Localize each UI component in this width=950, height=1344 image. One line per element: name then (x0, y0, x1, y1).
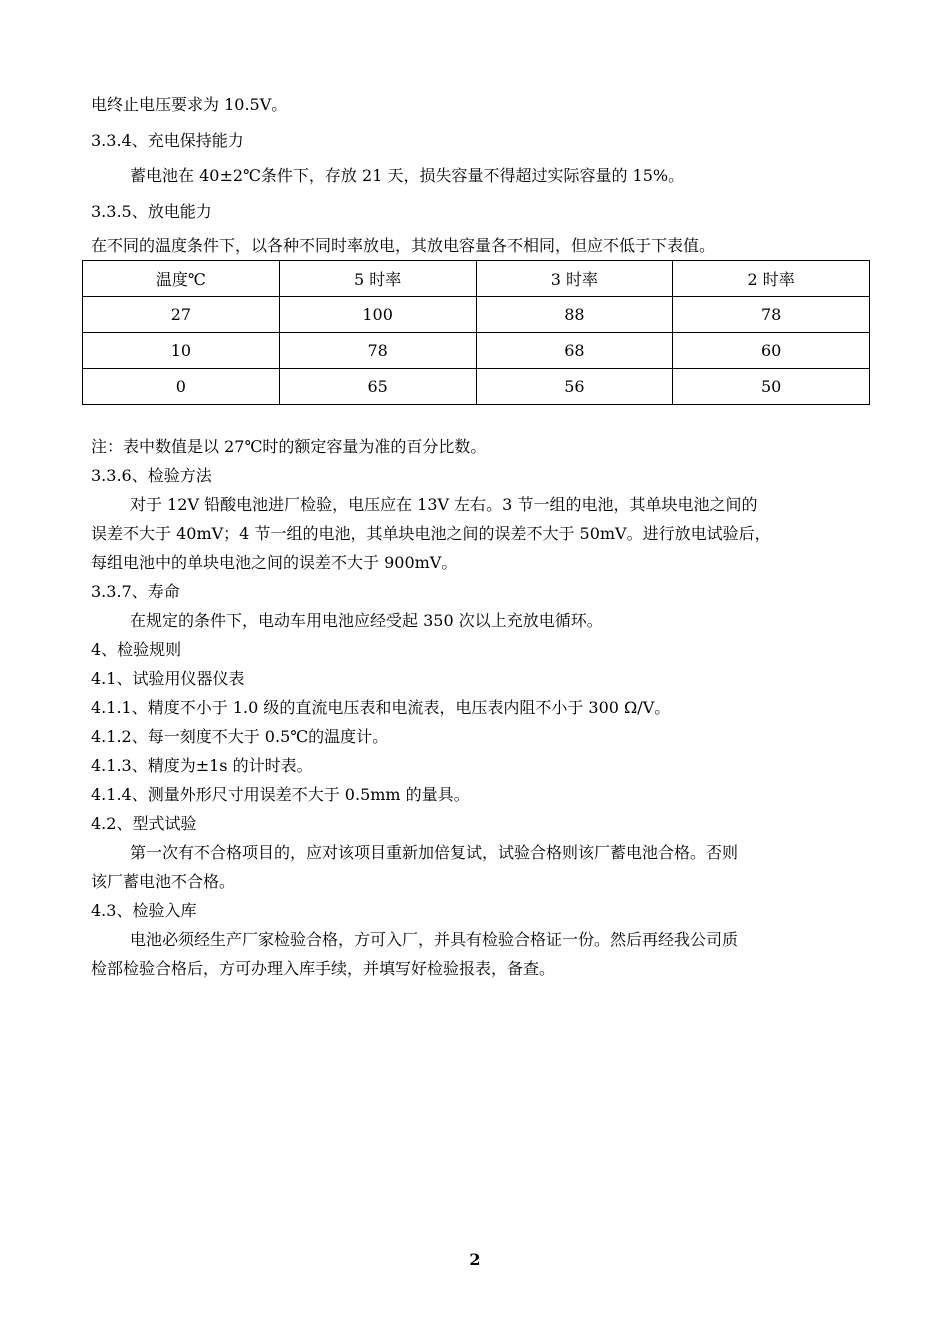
table-row (83, 333, 870, 369)
table-cell: 65 (279, 369, 476, 405)
section-heading-4-1: 4.1、试验用仪器仪表 (91, 669, 245, 688)
table-cell: 78 (673, 297, 870, 333)
section-heading-3-3-7: 3.3.7、寿命 (91, 582, 180, 601)
table-cell: 88 (476, 297, 673, 333)
paragraph-warehousing-1: 电池必须经生产厂家检验合格，方可入厂，并具有检验合格证一份。然后再经我公司质 (130, 930, 739, 949)
paragraph-charge-retention: 蓄电池在 40±2℃条件下，存放 21 天，损失容量不得超过实际容量的 15%。 (130, 166, 685, 185)
item-4-1-4: 4.1.4、测量外形尺寸用误差不大于 0.5mm 的量具。 (91, 785, 470, 804)
table-cell: 68 (476, 333, 673, 369)
paragraph-type-test-1: 第一次有不合格项目的，应对该项目重新加倍复试，试验合格则该厂蓄电池合格。否则 (130, 843, 739, 862)
paragraph-lifespan: 在规定的条件下，电动车用电池应经受起 350 次以上充放电循环。 (130, 611, 603, 630)
paragraph-inspection-method-2: 误差不大于 40mV；4 节一组的电池，其单块电池之间的误差不大于 50mV。进行放电试验后， (91, 524, 771, 543)
paragraph-inspection-method-3: 每组电池中的单块电池之间的误差不大于 900mV。 (91, 553, 458, 572)
discharge-capacity-table (82, 260, 870, 405)
table-header-cell: 2 时率 (673, 261, 870, 297)
item-4-1-1: 4.1.1、精度不小于 1.0 级的直流电压表和电流表，电压表内阻不小于 300 Ω/V。 (91, 698, 671, 717)
section-heading-4-2: 4.2、型式试验 (91, 814, 197, 833)
table-cell: 100 (279, 297, 476, 333)
section-heading-4-3: 4.3、检验入库 (91, 901, 197, 920)
table-cell: 0 (83, 369, 280, 405)
section-heading-3-3-6: 3.3.6、检验方法 (91, 466, 212, 485)
table-note: 注：表中数值是以 27℃时的额定容量为准的百分比数。 (91, 437, 487, 456)
table-header-row (83, 261, 870, 297)
line-1: 电终止电压要求为 10.5V。 (91, 95, 288, 114)
section-heading-3-3-4: 3.3.4、充电保持能力 (91, 131, 244, 150)
section-heading-3-3-5: 3.3.5、放电能力 (91, 202, 212, 221)
item-4-1-3: 4.1.3、精度为±1s 的计时表。 (91, 756, 313, 775)
table-cell: 50 (673, 369, 870, 405)
paragraph-inspection-method-1: 对于 12V 铅酸电池进厂检验，电压应在 13V 左右。3 节一组的电池，其单块电池之间的 (130, 495, 758, 514)
paragraph-discharge-intro: 在不同的温度条件下，以各种不同时率放电，其放电容量各不相同，但应不低于下表值。 (91, 236, 716, 255)
table-row (83, 297, 870, 333)
table-cell: 56 (476, 369, 673, 405)
paragraph-type-test-2: 该厂蓄电池不合格。 (91, 872, 236, 891)
table-cell: 27 (83, 297, 280, 333)
table-header-cell: 5 时率 (279, 261, 476, 297)
table-cell: 60 (673, 333, 870, 369)
section-heading-4: 4、检验规则 (91, 640, 182, 659)
page-number: 2 (469, 1250, 481, 1269)
table-cell: 10 (83, 333, 280, 369)
table-row (83, 369, 870, 405)
item-4-1-2: 4.1.2、每一刻度不大于 0.5℃的温度计。 (91, 727, 389, 746)
table-header-cell: 3 时率 (476, 261, 673, 297)
paragraph-warehousing-2: 检部检验合格后，方可办理入库手续，并填写好检验报表，备查。 (91, 959, 556, 978)
table-header-cell: 温度℃ (83, 261, 280, 297)
table-cell: 78 (279, 333, 476, 369)
